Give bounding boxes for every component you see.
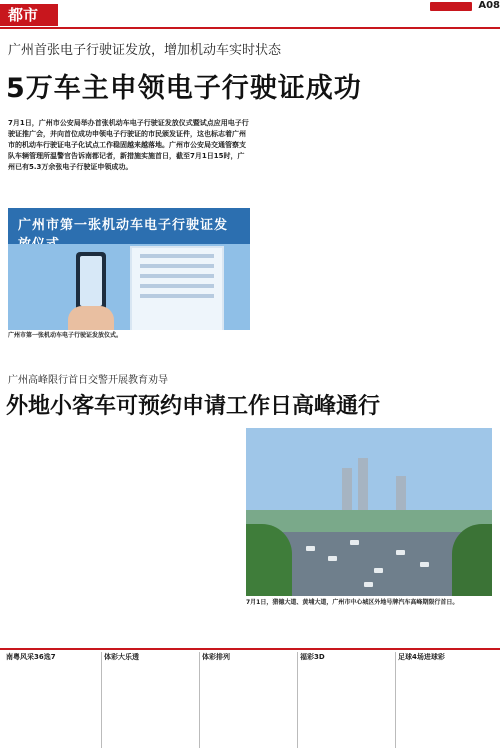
story1-column-b — [378, 118, 492, 336]
story2-column-c — [164, 428, 238, 596]
panel-heading: 体彩排列 — [202, 653, 230, 661]
lottery-panel — [300, 652, 392, 750]
panel-divider — [297, 652, 298, 748]
car-shape — [364, 582, 373, 587]
tower-shape — [358, 458, 368, 518]
masthead-rule — [0, 27, 500, 29]
story1-column-a — [258, 118, 370, 336]
lottery-panel — [398, 652, 494, 750]
story2-headline: 外地小客车可预约申请工作日高峰通行 — [6, 394, 381, 419]
photo-banner-text: 广州市第一张机动车电子行驶证发 — [18, 218, 229, 233]
story1-lead: 7月1日，广州市公安局举办首张机动车电子行驶证发放仪式暨试点应用电子行驶证推广会，并向首位成功申领电子行驶证的市民颁发证件，这也标志着广州市的机动车行驶证电子化试点工作稳固越来越落地。广州市公安局交通管察支队车辆管理所温警官告诉南都记者，新措施实施首日，截至7月1日15时，广州已有5.3万余张电子行驶证申领成功。 — [8, 119, 249, 171]
story2-column-a — [8, 428, 78, 636]
panel-divider — [395, 652, 396, 748]
panel-heading: 体彩大乐透 — [104, 653, 139, 661]
car-shape — [374, 568, 383, 573]
phone-icon — [76, 252, 106, 312]
car-shape — [328, 556, 337, 561]
story1-caption: 广州市第一张机动车电子行驶证发放仪式。 — [8, 332, 123, 339]
editor-badge — [430, 2, 472, 11]
bottom-rule — [0, 648, 500, 650]
lottery-panel — [202, 652, 294, 750]
car-shape — [396, 550, 405, 555]
lottery-panel — [6, 652, 98, 750]
tree-shape — [452, 524, 492, 596]
story2-caption: 7月1日，猎德大道、黄埔大道，广州市中心城区外地号牌汽车高峰期限行首日。 — [246, 599, 459, 606]
masthead — [0, 0, 500, 28]
story1-headline: 5万车主申领电子行驶证成功 — [6, 73, 362, 104]
story2-kicker: 广州高峰限行首日交警开展教育劝导 — [8, 375, 168, 386]
story1-kicker: 广州首张电子行驶证发放，增加机动车实时状态 — [8, 43, 282, 58]
panel-heading: 福彩3D — [300, 653, 325, 661]
story2-column-b — [84, 428, 158, 636]
section-label: 都市 — [0, 4, 58, 26]
page-number: A08 — [478, 0, 500, 11]
car-shape — [350, 540, 359, 545]
tree-shape — [246, 524, 292, 596]
panel-divider — [101, 652, 102, 748]
hand-shape — [68, 306, 114, 330]
story2-photo — [246, 428, 492, 596]
lottery-panel — [104, 652, 196, 750]
car-shape — [306, 546, 315, 551]
photo-screen — [130, 246, 224, 330]
car-shape — [420, 562, 429, 567]
panel-heading: 南粤风采36选7 — [6, 653, 56, 661]
story1-photo — [8, 208, 250, 330]
panel-heading: 足球4场进球彩 — [398, 653, 445, 661]
panel-divider — [199, 652, 200, 748]
